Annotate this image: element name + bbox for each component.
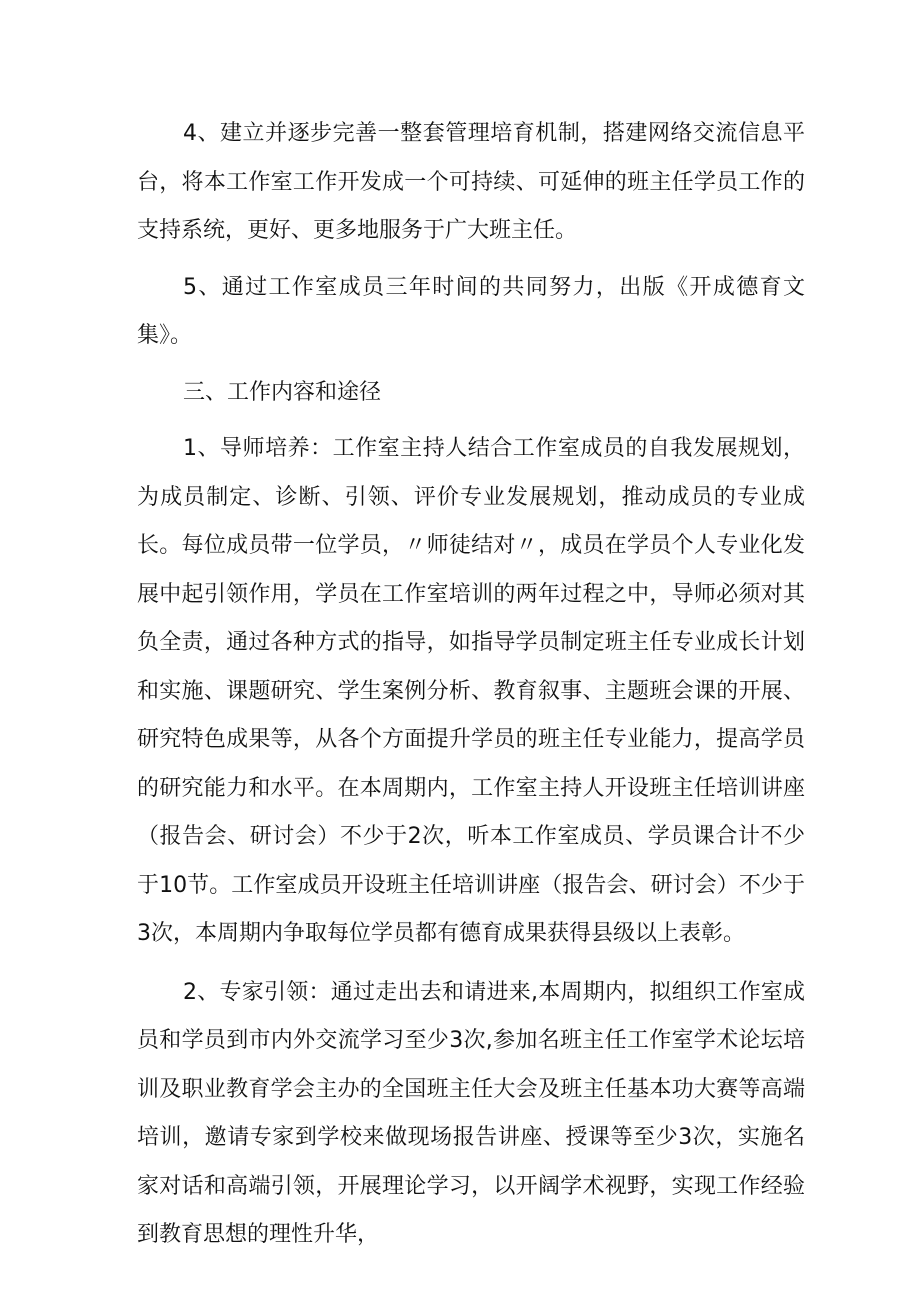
paragraph-mentor-training: 1、导师培养：工作室主持人结合工作室成员的自我发展规划，为成员制定、诊断、引领、评价专业发展规划，推动成员的专业成长。每位成员带一位学员，〃师徒结对〃，成员在学员个人专业化发展中起引领作用，学员在工作室培训的两年过程之中，导师必须对其负全责，通过各种方式的指导，如指导学员制定班主任专业成长计划和实施、课题研究、学生案例分析、教育叙事、主题班会课的开展、研究特色成果等，从各个方面提升学员的班主任专业能力，提高学员的研究能力和水平。在本周期内，工作室主持人开设班主任培训讲座（报告会、研讨会）不少于2次，听本工作室成员、学员课合计不少于10节。工作室成员开设班主任培训讲座（报告会、研讨会）不少于3次，本周期内争取每位学员都有德育成果获得县级以上表彰。 (137, 436, 805, 946)
paragraph-expert-guidance: 2、专家引领：通过走出去和请进来,本周期内，拟组织工作室成员和学员到市内外交流学习至少3次,参加名班主任工作室学术论坛培训及职业教育学会主办的全国班主任大会及班主任基本功大赛等高端培训，邀请专家到学校来做现场报告讲座、授课等至少3次，实施名家对话和高端引领，开展理论学习，以开阔学术视野，实现工作经验到教育思想的理性升华， (137, 979, 805, 1247)
document-body (137, 110, 805, 1260)
paragraph-goal-5: 5、通过工作室成员三年时间的共同努力，出版《开成德育文集》。 (137, 274, 805, 348)
section-heading-work-content: 三、工作内容和途径 (183, 379, 382, 405)
paragraph-goal-4: 4、建立并逐步完善一整套管理培育机制，搭建网络交流信息平台，将本工作室工作开发成一个可持续、可延伸的班主任学员工作的支持系统，更好、更多地服务于广大班主任。 (137, 121, 805, 243)
